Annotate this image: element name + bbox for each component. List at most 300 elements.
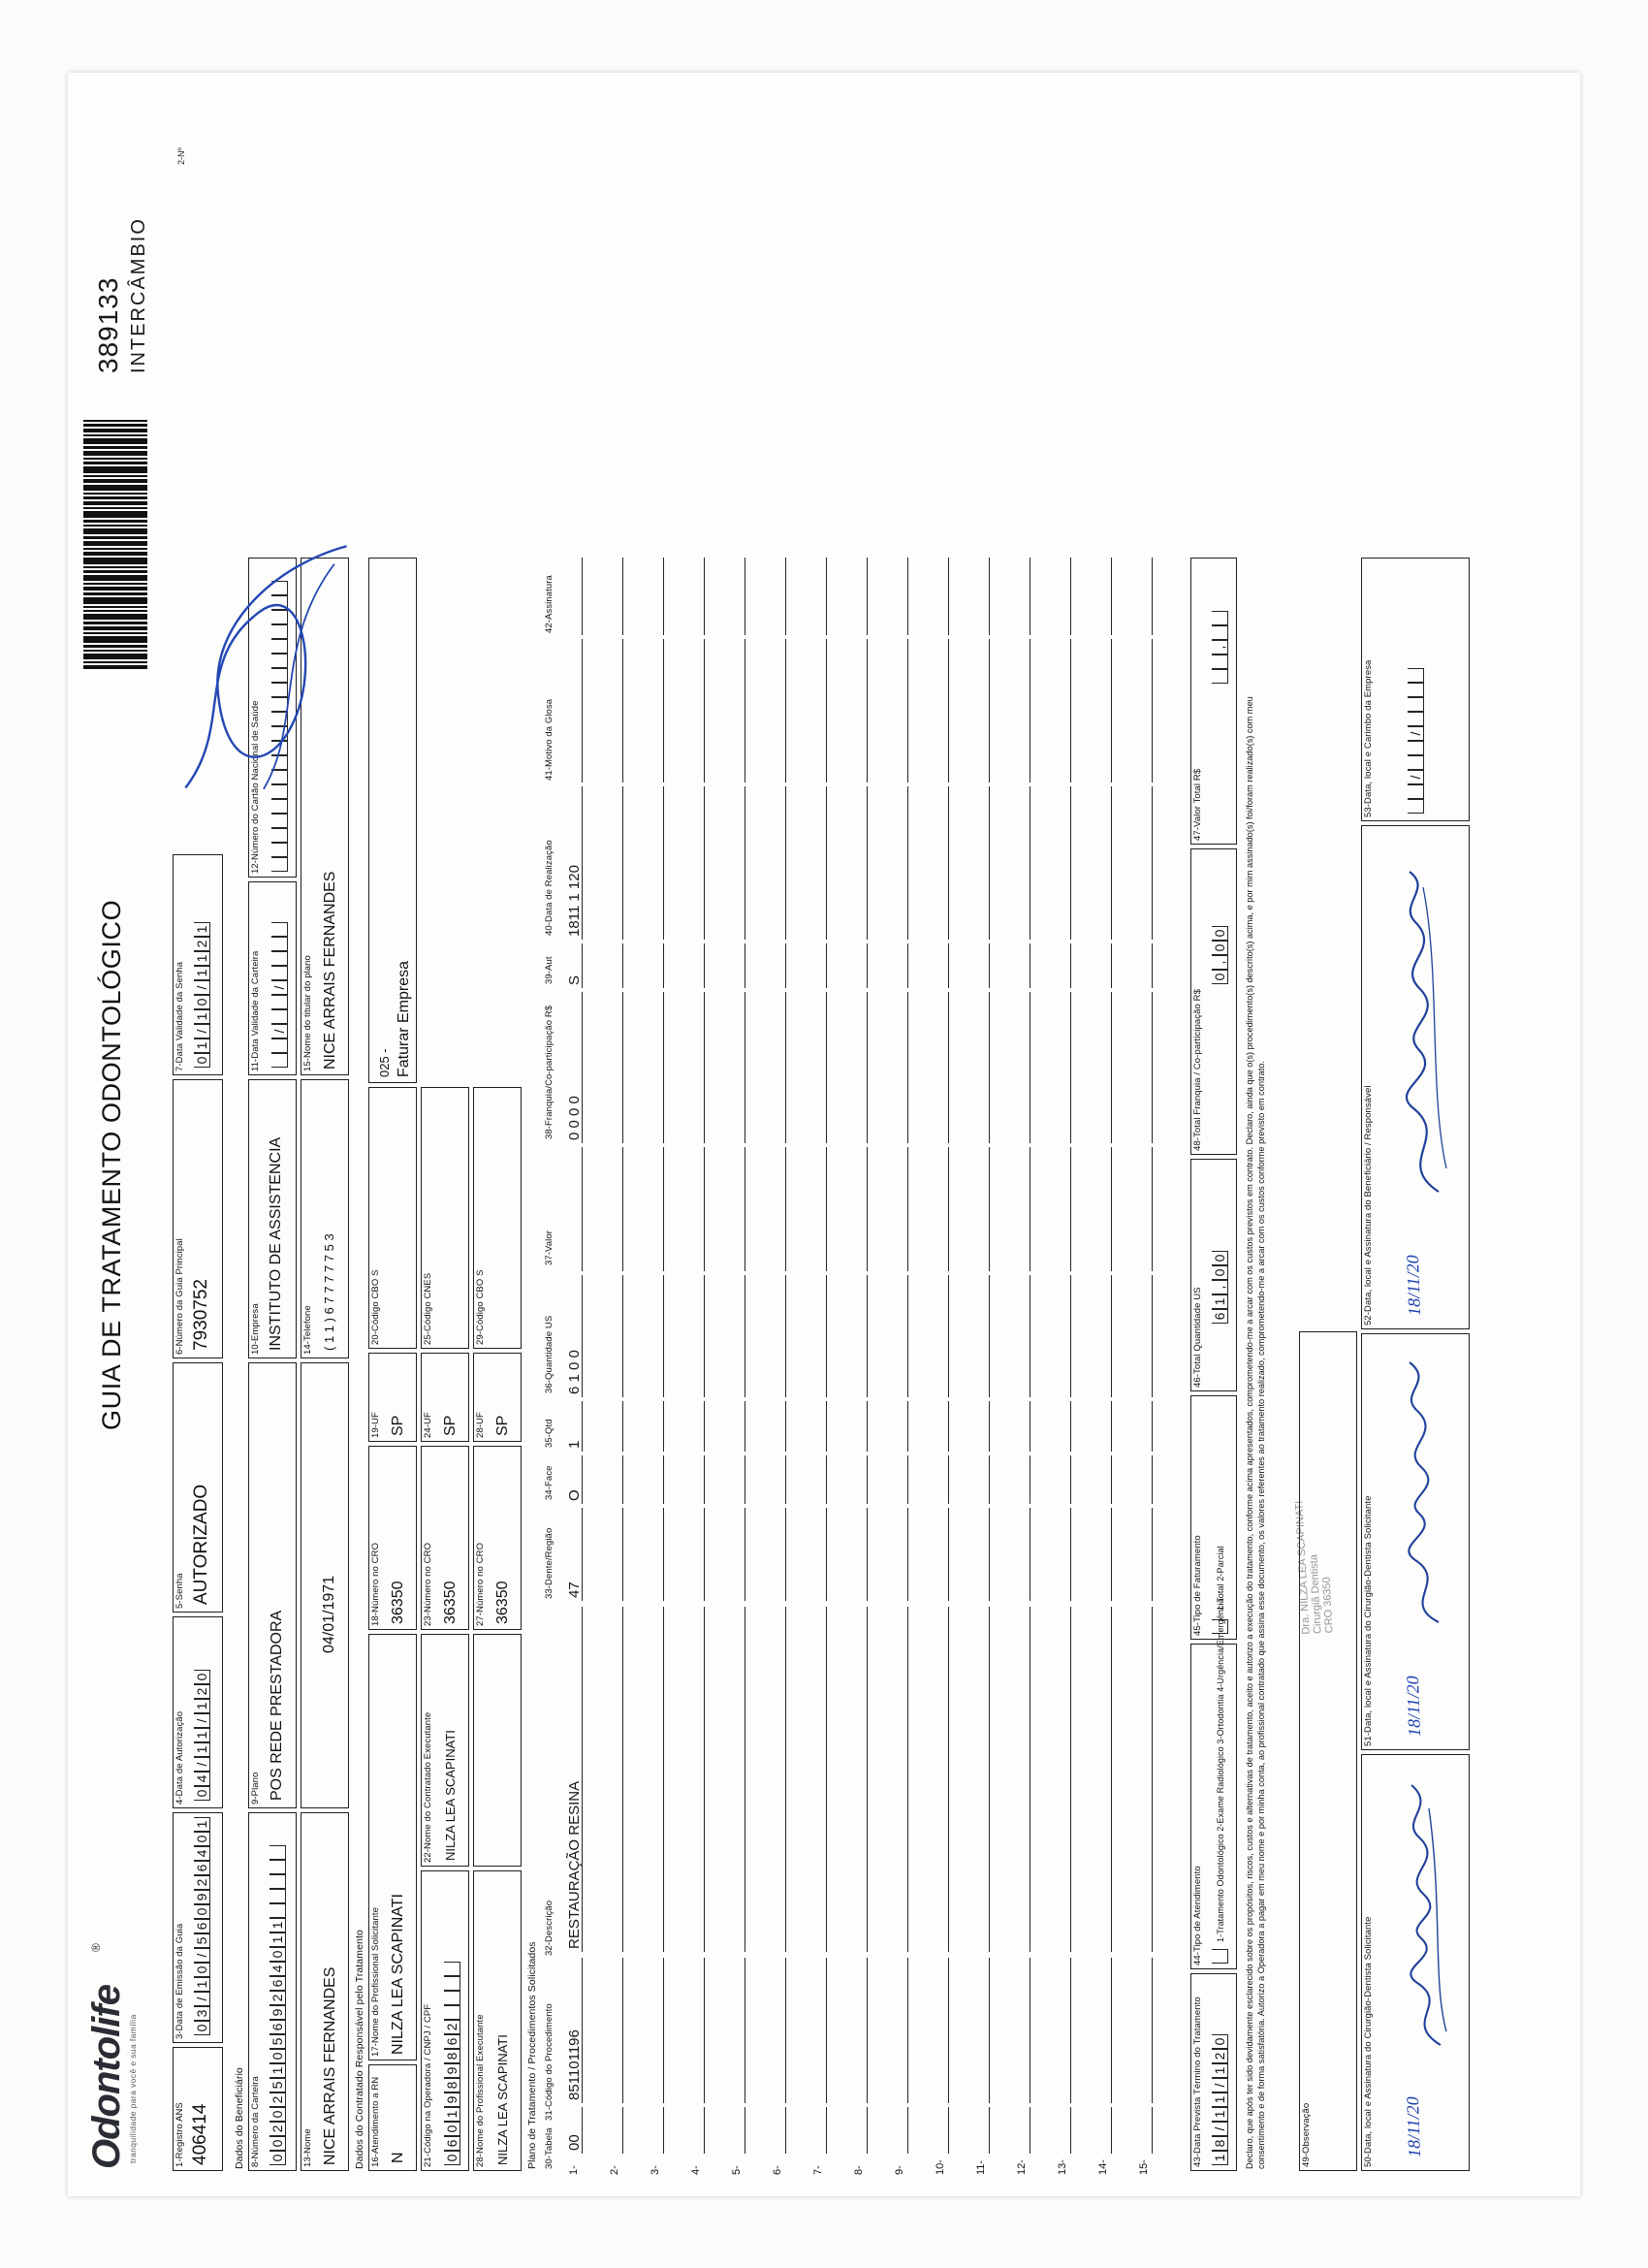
table-cell-dente[interactable] (729, 1508, 745, 1601)
plan-code-value: 025 - (377, 1047, 392, 1077)
field-44-label: 44-Tipo de Atendimento (1192, 1865, 1203, 1965)
table-cell-tabela[interactable] (1136, 2107, 1153, 2154)
page-marker: 2-Nº (176, 146, 186, 165)
table-cell-franquia[interactable] (1014, 992, 1030, 1143)
table-cell-franquia[interactable] (933, 992, 949, 1143)
table-cell-aut[interactable] (648, 943, 664, 988)
table-cell-codigo[interactable] (607, 1958, 623, 2103)
table-cell-aut[interactable] (1014, 943, 1030, 988)
field-52-label: 52-Data, local e Assinatura do Beneficiário / Responsável (1363, 1084, 1374, 1326)
table-cell-valor[interactable] (1095, 1147, 1112, 1271)
row-number: 5- (731, 2164, 743, 2175)
stamp-line-1: Dra. NILZA LEA SCAPINATI (1293, 1499, 1313, 1635)
table-cell-face[interactable] (851, 1455, 868, 1504)
table-cell-aut[interactable]: S (566, 943, 583, 988)
field-19-label: 19-UF (370, 1411, 381, 1438)
table-cell-face[interactable] (607, 1455, 623, 1504)
table-cell-glosa[interactable] (688, 639, 705, 783)
table-cell-descricao[interactable] (729, 1607, 745, 1952)
table-cell-codigo[interactable] (1055, 1958, 1071, 2103)
table-cell-qtd_us[interactable] (1095, 1275, 1112, 1397)
field-45-value (1212, 1619, 1228, 1634)
table-cell-valor[interactable] (648, 1147, 664, 1271)
table-cell-descricao[interactable] (688, 1607, 705, 1952)
col-40-label: 40-Data de Realização (544, 839, 555, 936)
table-cell-aut[interactable] (607, 943, 623, 988)
section-plan-title: Plano de Tratamento / Procedimentos Solicitados (526, 1940, 538, 2169)
table-cell-codigo[interactable] (729, 1958, 745, 2103)
field-49-box (1299, 1331, 1357, 2171)
table-cell-qtd_us[interactable] (973, 1275, 990, 1397)
field-28uf-label: 28-UF (475, 1411, 486, 1438)
field-16-label: 16-Atendimento a RN (370, 2076, 381, 2167)
table-cell-face[interactable] (973, 1455, 990, 1504)
field-10-label: 10-Empresa (250, 1302, 261, 1355)
table-cell-descricao[interactable] (1014, 1607, 1030, 1952)
field-23-value: 36350 (442, 1581, 459, 1624)
table-cell-data[interactable] (810, 786, 827, 940)
table-cell-data[interactable] (770, 786, 786, 940)
table-cell-qtd[interactable] (973, 1401, 990, 1452)
table-cell-franquia[interactable] (851, 992, 868, 1143)
table-cell-sig[interactable] (770, 558, 786, 635)
table-cell-sig[interactable] (810, 558, 827, 635)
table-cell-descricao[interactable]: RESTAURAÇÃO RESINA (566, 1607, 583, 1952)
table-cell-glosa[interactable] (607, 639, 623, 783)
table-cell-qtd_us[interactable]: 6 1 0 0 (566, 1275, 583, 1397)
field-51-signature (1382, 1358, 1458, 1630)
table-cell-franquia[interactable] (810, 992, 827, 1143)
field-12-label: 12-Número do Cartão Nacional de Saúde (250, 700, 261, 874)
table-cell-data[interactable] (892, 786, 908, 940)
table-cell-face[interactable] (1055, 1455, 1071, 1504)
field-28-value: NILZA LEA SCAPINATI (495, 2033, 510, 2165)
table-cell-face[interactable] (892, 1455, 908, 1504)
table-cell-franquia[interactable] (729, 992, 745, 1143)
table-cell-glosa[interactable] (1136, 639, 1153, 783)
table-cell-glosa[interactable] (933, 639, 949, 783)
field-23-label: 23-Número no CRO (423, 1542, 433, 1626)
table-cell-franquia[interactable] (607, 992, 623, 1143)
table-cell-qtd_us[interactable] (729, 1275, 745, 1397)
table-cell-dente[interactable]: 47 (566, 1508, 583, 1601)
field-46-label: 46-Total Quantidade US (1192, 1286, 1203, 1388)
field-22-value: NILZA LEA SCAPINATI (443, 1729, 458, 1861)
table-cell-franquia[interactable] (1136, 992, 1153, 1143)
table-cell-franquia[interactable] (648, 992, 664, 1143)
row-number: 15- (1138, 2158, 1150, 2175)
field-45-label: 45-Tipo de Faturamento (1192, 1534, 1203, 1636)
exchange-label: INTERCÂMBIO (128, 216, 149, 373)
table-cell-tabela[interactable] (1095, 2107, 1112, 2154)
field-44-value (1212, 1949, 1228, 1964)
field-4-label: 4-Data de Autorização (174, 1710, 185, 1805)
registered-mark: ® (89, 1942, 103, 1952)
table-cell-sig[interactable] (688, 558, 705, 635)
table-cell-codigo[interactable] (688, 1958, 705, 2103)
table-cell-data[interactable] (607, 786, 623, 940)
field-10-value: INSTITUTO DE ASSISTENCIA (268, 1136, 284, 1351)
row-number: 9- (894, 2164, 905, 2175)
birthdate-value: 04/01/1971 (321, 1575, 337, 1653)
col-42-label: 42-Assinatura (544, 574, 555, 633)
table-cell-valor[interactable] (851, 1147, 868, 1271)
field-17-label: 17-Nome do Profissional Solicitante (370, 1906, 381, 2057)
table-cell-qtd_us[interactable] (933, 1275, 949, 1397)
declaration-text: Declaro, que após ter sido devidamente esclarecido sobre os propósitos, riscos, custos e alternativas de tratamento, aceito e autorizo a execução do tratamento, conforme acima apresentados, comprometendo-me a arcar com os custos previstos em contrato. Declaro, ainda que o(s) procedimento(s) descrito(s) acima, e por mim assinado(s) foi/foram realizado(s) com meu consentimento e de forma satisfatória. Autorizo a Operadora a pagar em meu nome e por minha conta, ao profissional contratado que assina esse documento, os valores referentes ao tratamento realizado, comprometendo-me a arcar com os custos conforme previsto em contrato. (1245, 695, 1266, 2169)
table-cell-glosa[interactable] (1055, 639, 1071, 783)
field-50-handwritten-date: 18/11/20 (1402, 2095, 1425, 2157)
field-17-value: NILZA LEA SCAPINATI (390, 1893, 406, 2055)
field-4-value: 0 4 / 1 1 / 1 2 0 (194, 1670, 210, 1801)
col-41-label: 41-Motivo da Glosa (544, 698, 555, 781)
table-cell-descricao[interactable] (607, 1607, 623, 1952)
field-53-label: 53-Data, local e Carimbo da Empresa (1363, 659, 1374, 817)
table-cell-face[interactable] (688, 1455, 705, 1504)
col-33-label: 33-Dente/Região (544, 1527, 555, 1599)
field-46-value: 6 1 , 0 0 (1212, 1251, 1228, 1324)
table-cell-codigo[interactable] (851, 1958, 868, 2103)
table-cell-sig[interactable] (973, 558, 990, 635)
table-cell-face[interactable] (1095, 1455, 1112, 1504)
table-cell-aut[interactable] (1055, 943, 1071, 988)
stamp-dentist (1293, 1499, 1335, 1635)
table-cell-qtd[interactable] (770, 1401, 786, 1452)
field-48-label: 48-Total Franquia / Co-participação R$ (1192, 988, 1203, 1151)
table-cell-descricao[interactable] (1055, 1607, 1071, 1952)
field-7-value: 0 1 / 1 0 / 1 1 2 1 (194, 922, 210, 1068)
field-21-value: 0 6 0 1 9 8 9 8 6 2 (444, 1962, 460, 2165)
table-cell-dente[interactable] (1014, 1508, 1030, 1601)
field-18-label: 18-Número no CRO (370, 1542, 381, 1626)
field-51-handwritten-date: 18/11/20 (1402, 1675, 1425, 1737)
col-34-label: 34-Face (544, 1464, 555, 1500)
stamp-line-3: CRO 36350 (1320, 1576, 1336, 1634)
table-cell-tabela[interactable] (851, 2107, 868, 2154)
table-cell-descricao[interactable] (770, 1607, 786, 1952)
table-cell-tabela[interactable] (973, 2107, 990, 2154)
table-cell-codigo[interactable] (770, 1958, 786, 2103)
field-15-value: NICE ARRAIS FERNANDES (322, 871, 338, 1070)
row-number: 6- (772, 2164, 783, 2175)
table-cell-tabela[interactable] (648, 2107, 664, 2154)
table-cell-valor[interactable] (729, 1147, 745, 1271)
table-cell-qtd[interactable] (1055, 1401, 1071, 1452)
field-3-value: 0 3 / 1 0 / 5 6 0 9 2 6 4 0 1 (194, 1817, 210, 2035)
table-cell-tabela[interactable] (729, 2107, 745, 2154)
field-3-label: 3-Data de Emissão da Guia (174, 1923, 185, 2039)
table-cell-franquia[interactable] (1095, 992, 1112, 1143)
stamp-line-2: Cirurgiã Dentista (1308, 1553, 1324, 1634)
table-cell-dente[interactable] (688, 1508, 705, 1601)
table-cell-sig[interactable] (1136, 558, 1153, 635)
table-cell-codigo[interactable]: 851101196 (566, 1958, 583, 2103)
table-cell-sig[interactable] (1014, 558, 1030, 635)
table-cell-tabela[interactable]: 00 (566, 2107, 583, 2154)
table-cell-face[interactable] (933, 1455, 949, 1504)
table-cell-data[interactable] (1014, 786, 1030, 940)
table-cell-codigo[interactable] (648, 1958, 664, 2103)
table-cell-aut[interactable] (973, 943, 990, 988)
row-number: 3- (650, 2164, 661, 2175)
field-49-label: 49-Observação (1301, 2102, 1312, 2167)
table-cell-data[interactable]: 1811 1 120 (566, 786, 583, 940)
field-25-label: 25-Código CNES (423, 1272, 433, 1345)
table-cell-data[interactable] (851, 786, 868, 940)
table-cell-glosa[interactable] (729, 639, 745, 783)
table-cell-valor[interactable] (810, 1147, 827, 1271)
field-14-value: ( 1 1 ) 6 7 7 7 7 7 5 3 (322, 1232, 336, 1351)
table-cell-face[interactable] (648, 1455, 664, 1504)
table-cell-qtd[interactable] (892, 1401, 908, 1452)
field-43-value: 1 8 / 1 1 / 1 2 0 (1212, 2034, 1228, 2165)
table-cell-sig[interactable] (729, 558, 745, 635)
col-30-label: 30-Tabela (544, 2126, 555, 2169)
table-cell-face[interactable] (810, 1455, 827, 1504)
table-cell-glosa[interactable] (566, 639, 583, 783)
table-cell-data[interactable] (1136, 786, 1153, 940)
table-cell-aut[interactable] (1095, 943, 1112, 988)
table-cell-qtd_us[interactable] (892, 1275, 908, 1397)
field-19-value: SP (390, 1415, 406, 1436)
plan-text-value: Faturar Empresa (396, 960, 412, 1077)
col-35-label: 35-Qtd (544, 1418, 555, 1448)
table-cell-glosa[interactable] (1014, 639, 1030, 783)
row-number: 12- (1016, 2158, 1028, 2175)
table-cell-data[interactable] (1095, 786, 1112, 940)
dental-treatment-form (68, 73, 1580, 2196)
table-cell-data[interactable] (729, 786, 745, 940)
table-cell-qtd[interactable] (851, 1401, 868, 1452)
field-20-label: 20-Código CBO S (370, 1268, 381, 1345)
table-cell-descricao[interactable] (851, 1607, 868, 1952)
table-cell-codigo[interactable] (933, 1958, 949, 2103)
table-cell-franquia[interactable] (688, 992, 705, 1143)
table-cell-qtd_us[interactable] (770, 1275, 786, 1397)
table-cell-codigo[interactable] (1136, 1958, 1153, 2103)
table-cell-descricao[interactable] (892, 1607, 908, 1952)
table-cell-aut[interactable] (688, 943, 705, 988)
table-cell-face[interactable] (1014, 1455, 1030, 1504)
table-cell-descricao[interactable] (933, 1607, 949, 1952)
table-cell-dente[interactable] (1055, 1508, 1071, 1601)
table-cell-data[interactable] (648, 786, 664, 940)
table-cell-qtd[interactable] (688, 1401, 705, 1452)
table-cell-franquia[interactable] (973, 992, 990, 1143)
table-cell-franquia[interactable] (892, 992, 908, 1143)
table-cell-qtd[interactable] (648, 1401, 664, 1452)
guide-number: 389133 (93, 276, 123, 373)
table-cell-descricao[interactable] (648, 1607, 664, 1952)
table-cell-sig[interactable] (933, 558, 949, 635)
field-8-label: 8-Número da Carteira (250, 2075, 261, 2167)
table-cell-qtd_us[interactable] (810, 1275, 827, 1397)
field-13-value: NICE ARRAIS FERNANDES (322, 1966, 338, 2165)
table-cell-data[interactable] (1055, 786, 1071, 940)
table-cell-aut[interactable] (851, 943, 868, 988)
table-cell-face[interactable] (770, 1455, 786, 1504)
table-cell-qtd_us[interactable] (851, 1275, 868, 1397)
table-cell-aut[interactable] (892, 943, 908, 988)
table-cell-dente[interactable] (973, 1508, 990, 1601)
col-32-label: 32-Descrição (544, 1900, 555, 1956)
table-cell-sig[interactable] (1095, 558, 1112, 635)
field-7-label: 7-Data Validade da Senha (174, 961, 185, 1071)
table-cell-data[interactable] (688, 786, 705, 940)
table-cell-codigo[interactable] (1014, 1958, 1030, 2103)
table-cell-glosa[interactable] (648, 639, 664, 783)
page-title: GUIA DE TRATAMENTO ODONTOLÓGICO (97, 899, 126, 1430)
field-53-value: / / (1408, 668, 1424, 814)
field-29-label: 29-Código CBO S (475, 1268, 486, 1345)
field-27-value: 36350 (494, 1581, 511, 1624)
table-cell-sig[interactable] (851, 558, 868, 635)
table-cell-tabela[interactable] (892, 2107, 908, 2154)
table-cell-aut[interactable] (1136, 943, 1153, 988)
table-cell-franquia[interactable]: 0 0 0 0 (566, 992, 583, 1143)
table-cell-valor[interactable] (770, 1147, 786, 1271)
table-cell-valor[interactable] (566, 1147, 583, 1271)
field-24-label: 24-UF (423, 1411, 433, 1438)
table-cell-qtd_us[interactable] (688, 1275, 705, 1397)
table-cell-aut[interactable] (933, 943, 949, 988)
field-44-options: 1-Tratamento Odontológico 2-Exame Radiológico 3-Ortodontia 4-Urgência/Emergência (1216, 1597, 1225, 1942)
procedures-table (558, 73, 1179, 2196)
table-cell-dente[interactable] (933, 1508, 949, 1601)
table-cell-sig[interactable] (1055, 558, 1071, 635)
table-cell-dente[interactable] (648, 1508, 664, 1601)
table-cell-dente[interactable] (810, 1508, 827, 1601)
col-31-label: 31-Código do Procedimento (544, 2002, 555, 2121)
field-48-value: 0 , 0 0 (1212, 926, 1228, 984)
table-cell-aut[interactable] (810, 943, 827, 988)
table-cell-data[interactable] (973, 786, 990, 940)
table-cell-qtd[interactable] (933, 1401, 949, 1452)
field-5-label: 5-Senha (174, 1572, 185, 1609)
table-cell-valor[interactable] (688, 1147, 705, 1271)
table-cell-glosa[interactable] (892, 639, 908, 783)
row-number: 11- (975, 2159, 987, 2175)
table-cell-sig[interactable] (607, 558, 623, 635)
row-number: 7- (812, 2164, 824, 2175)
brand-tagline: tranquilidade para você e sua família (128, 2013, 138, 2163)
table-cell-qtd[interactable]: 1 (566, 1401, 583, 1452)
section-beneficiary-title: Dados do Beneficiário (234, 2066, 245, 2169)
table-cell-data[interactable] (933, 786, 949, 940)
row-number: 8- (853, 2164, 865, 2175)
table-cell-qtd[interactable] (1014, 1401, 1030, 1452)
table-cell-codigo[interactable] (810, 1958, 827, 2103)
table-cell-qtd[interactable] (1095, 1401, 1112, 1452)
table-cell-dente[interactable] (770, 1508, 786, 1601)
table-cell-qtd[interactable] (607, 1401, 623, 1452)
table-cell-sig[interactable] (892, 558, 908, 635)
field-22-label: 22-Nome do Contratado Executante (423, 1711, 433, 1863)
table-cell-qtd_us[interactable] (1055, 1275, 1071, 1397)
table-cell-franquia[interactable] (770, 992, 786, 1143)
field-13-label: 13-Nome (302, 2127, 313, 2167)
table-cell-tabela[interactable] (688, 2107, 705, 2154)
table-cell-sig[interactable] (648, 558, 664, 635)
table-cell-aut[interactable] (729, 943, 745, 988)
table-cell-tabela[interactable] (1055, 2107, 1071, 2154)
brand-logo: Odontolife (85, 1984, 128, 2169)
table-cell-valor[interactable] (933, 1147, 949, 1271)
table-cell-glosa[interactable] (810, 639, 827, 783)
table-cell-glosa[interactable] (973, 639, 990, 783)
field-24-value: SP (442, 1415, 459, 1436)
table-cell-descricao[interactable] (973, 1607, 990, 1952)
table-cell-qtd_us[interactable] (607, 1275, 623, 1397)
table-cell-qtd[interactable] (1136, 1401, 1153, 1452)
field-8-value: 0 0 2 0 2 5 1 0 5 6 9 2 6 4 0 1 1 (269, 1845, 286, 2165)
table-cell-tabela[interactable] (810, 2107, 827, 2154)
col-38-label: 38-Franquia/Co-participação R$ (544, 1005, 555, 1139)
table-cell-glosa[interactable] (851, 639, 868, 783)
table-cell-dente[interactable] (851, 1508, 868, 1601)
field-6-value: 7930752 (191, 1278, 211, 1351)
table-cell-qtd[interactable] (810, 1401, 827, 1452)
table-cell-codigo[interactable] (973, 1958, 990, 2103)
table-cell-tabela[interactable] (933, 2107, 949, 2154)
table-cell-valor[interactable] (1014, 1147, 1030, 1271)
table-cell-sig[interactable] (566, 558, 583, 635)
table-cell-face[interactable] (1136, 1455, 1153, 1504)
table-cell-dente[interactable] (1136, 1508, 1153, 1601)
table-cell-qtd[interactable] (729, 1401, 745, 1452)
table-cell-glosa[interactable] (1095, 639, 1112, 783)
authorization-scribble (165, 506, 397, 821)
table-cell-tabela[interactable] (1014, 2107, 1030, 2154)
field-51-label: 51-Data, local e Assinatura do Cirurgião-Dentista Solicitante (1363, 1494, 1374, 1746)
table-cell-dente[interactable] (607, 1508, 623, 1601)
field-50-signature (1382, 1779, 1458, 2051)
table-cell-valor[interactable] (1136, 1147, 1153, 1271)
table-cell-tabela[interactable] (607, 2107, 623, 2154)
table-cell-face[interactable]: O (566, 1455, 583, 1504)
table-cell-valor[interactable] (973, 1147, 990, 1271)
row-number: 13- (1057, 2158, 1068, 2175)
table-cell-glosa[interactable] (770, 639, 786, 783)
field-11-value: / / (271, 922, 288, 1068)
table-cell-valor[interactable] (607, 1147, 623, 1271)
field-50-label: 50-Data, local e Assinatura do Cirurgião-Dentista Solicitante (1363, 1915, 1374, 2167)
table-cell-codigo[interactable] (892, 1958, 908, 2103)
field-21-label: 21-Código na Operadora / CNPJ / CPF (423, 2003, 433, 2167)
field-1-label: 1-Registro ANS (174, 2101, 185, 2167)
field-executante-extra-box (473, 1634, 522, 1867)
table-cell-descricao[interactable] (1095, 1607, 1112, 1952)
table-cell-franquia[interactable] (1055, 992, 1071, 1143)
table-cell-face[interactable] (729, 1455, 745, 1504)
table-cell-qtd_us[interactable] (1014, 1275, 1030, 1397)
table-cell-dente[interactable] (1095, 1508, 1112, 1601)
table-cell-qtd_us[interactable] (1136, 1275, 1153, 1397)
table-cell-descricao[interactable] (1136, 1607, 1153, 1952)
table-cell-qtd_us[interactable] (648, 1275, 664, 1397)
row-number: 4- (690, 2164, 702, 2175)
table-cell-codigo[interactable] (1095, 1958, 1112, 2103)
table-cell-valor[interactable] (1055, 1147, 1071, 1271)
field-1-value: 406414 (190, 2103, 210, 2165)
table-cell-tabela[interactable] (770, 2107, 786, 2154)
table-cell-descricao[interactable] (810, 1607, 827, 1952)
table-cell-aut[interactable] (770, 943, 786, 988)
field-47-label: 47-Valor Total R$ (1192, 768, 1203, 841)
table-cell-dente[interactable] (892, 1508, 908, 1601)
field-14-label: 14-Telefone (302, 1304, 313, 1355)
table-cell-valor[interactable] (892, 1147, 908, 1271)
